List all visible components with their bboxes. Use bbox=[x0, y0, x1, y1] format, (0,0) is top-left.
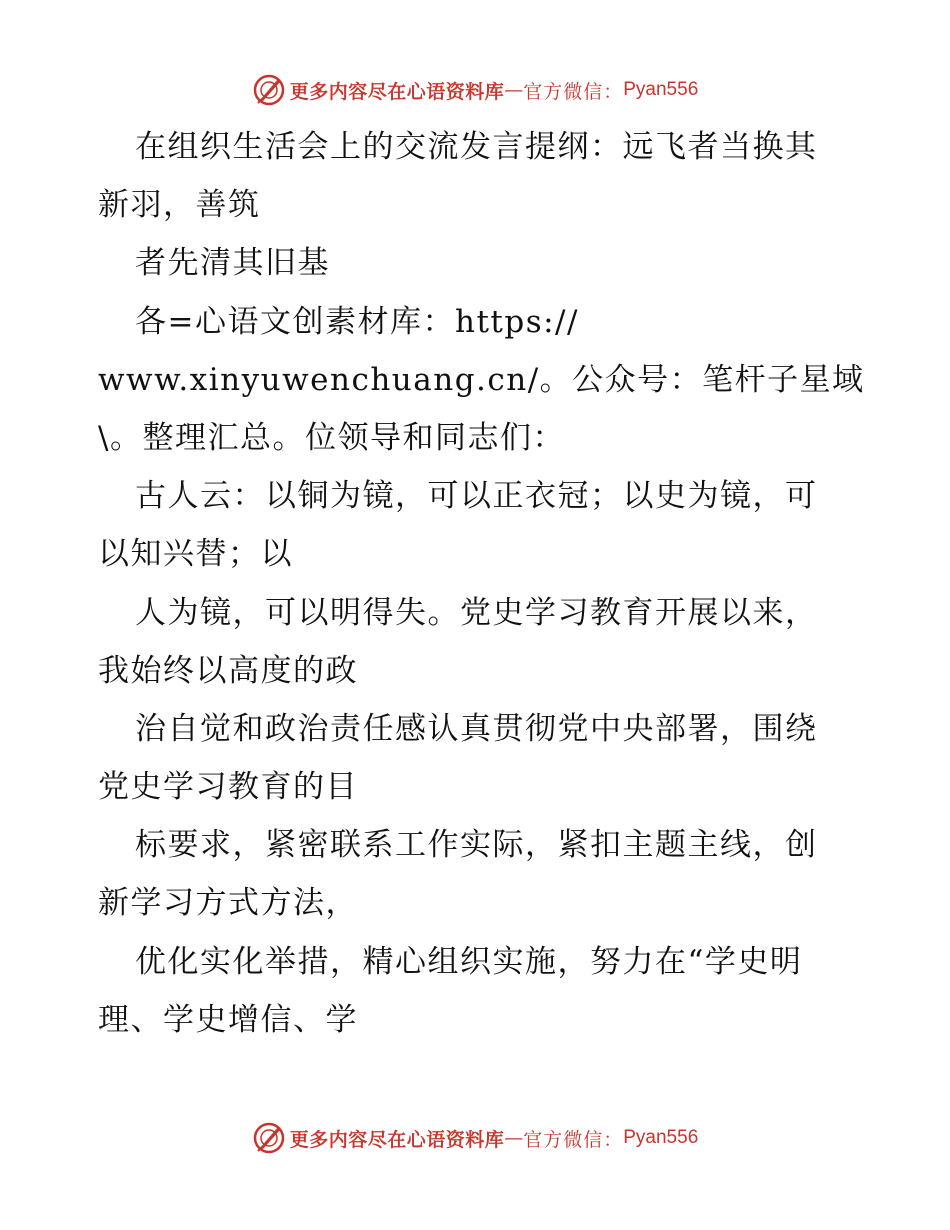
text-line: www.xinyuwenchuang.cn/。公众号：笔杆子星域 bbox=[98, 361, 865, 398]
text-line: 党史学习教育的目 bbox=[98, 769, 358, 806]
text-line: 各=心语文创素材库：https:// bbox=[135, 303, 579, 340]
footer-brand-text: 更多内容尽在心语资料库 bbox=[289, 1128, 505, 1151]
text-line: 新羽，善筑 bbox=[98, 187, 261, 224]
footer-separator: — bbox=[504, 1127, 524, 1149]
text-line: 优化实化举措，精心组织实施，努力在“学史明 bbox=[135, 943, 803, 980]
quill-seal-icon bbox=[252, 73, 286, 107]
quill-seal-icon bbox=[252, 1121, 286, 1155]
text-line: 新学习方式方法， bbox=[98, 885, 358, 922]
header-wechat-label: 官方微信： bbox=[523, 80, 624, 103]
text-line: \。整理汇总。位领导和同志们： bbox=[98, 419, 565, 456]
text-line: 者先清其旧基 bbox=[135, 245, 330, 282]
text-line: 治自觉和政治责任感认真贯彻党中央部署，围绕 bbox=[135, 710, 818, 747]
document-body bbox=[98, 118, 865, 1049]
text-line: 古人云：以铜为镜，可以正衣冠；以史为镜，可 bbox=[135, 478, 818, 515]
text-line: 标要求，紧密联系工作实际，紧扣主题主线，创 bbox=[135, 827, 818, 864]
text-line: 我始终以高度的政 bbox=[98, 652, 358, 689]
header-wechat-id: Pyan556 bbox=[623, 79, 699, 100]
text-line: 理、学史增信、学 bbox=[98, 1001, 358, 1038]
footer-wechat-id: Pyan556 bbox=[623, 1127, 699, 1148]
header-separator: — bbox=[504, 79, 524, 101]
header-banner bbox=[0, 70, 950, 110]
text-line: 在组织生活会上的交流发言提纲：远飞者当换其 bbox=[135, 129, 818, 165]
header-brand-text: 更多内容尽在心语资料库 bbox=[289, 80, 505, 103]
text-line: 以知兴替；以 bbox=[98, 536, 293, 573]
text-line: 人为镜，可以明得失。党史学习教育开展以来， bbox=[135, 594, 818, 631]
footer-wechat-label: 官方微信： bbox=[523, 1128, 624, 1151]
footer-banner bbox=[0, 1118, 950, 1158]
